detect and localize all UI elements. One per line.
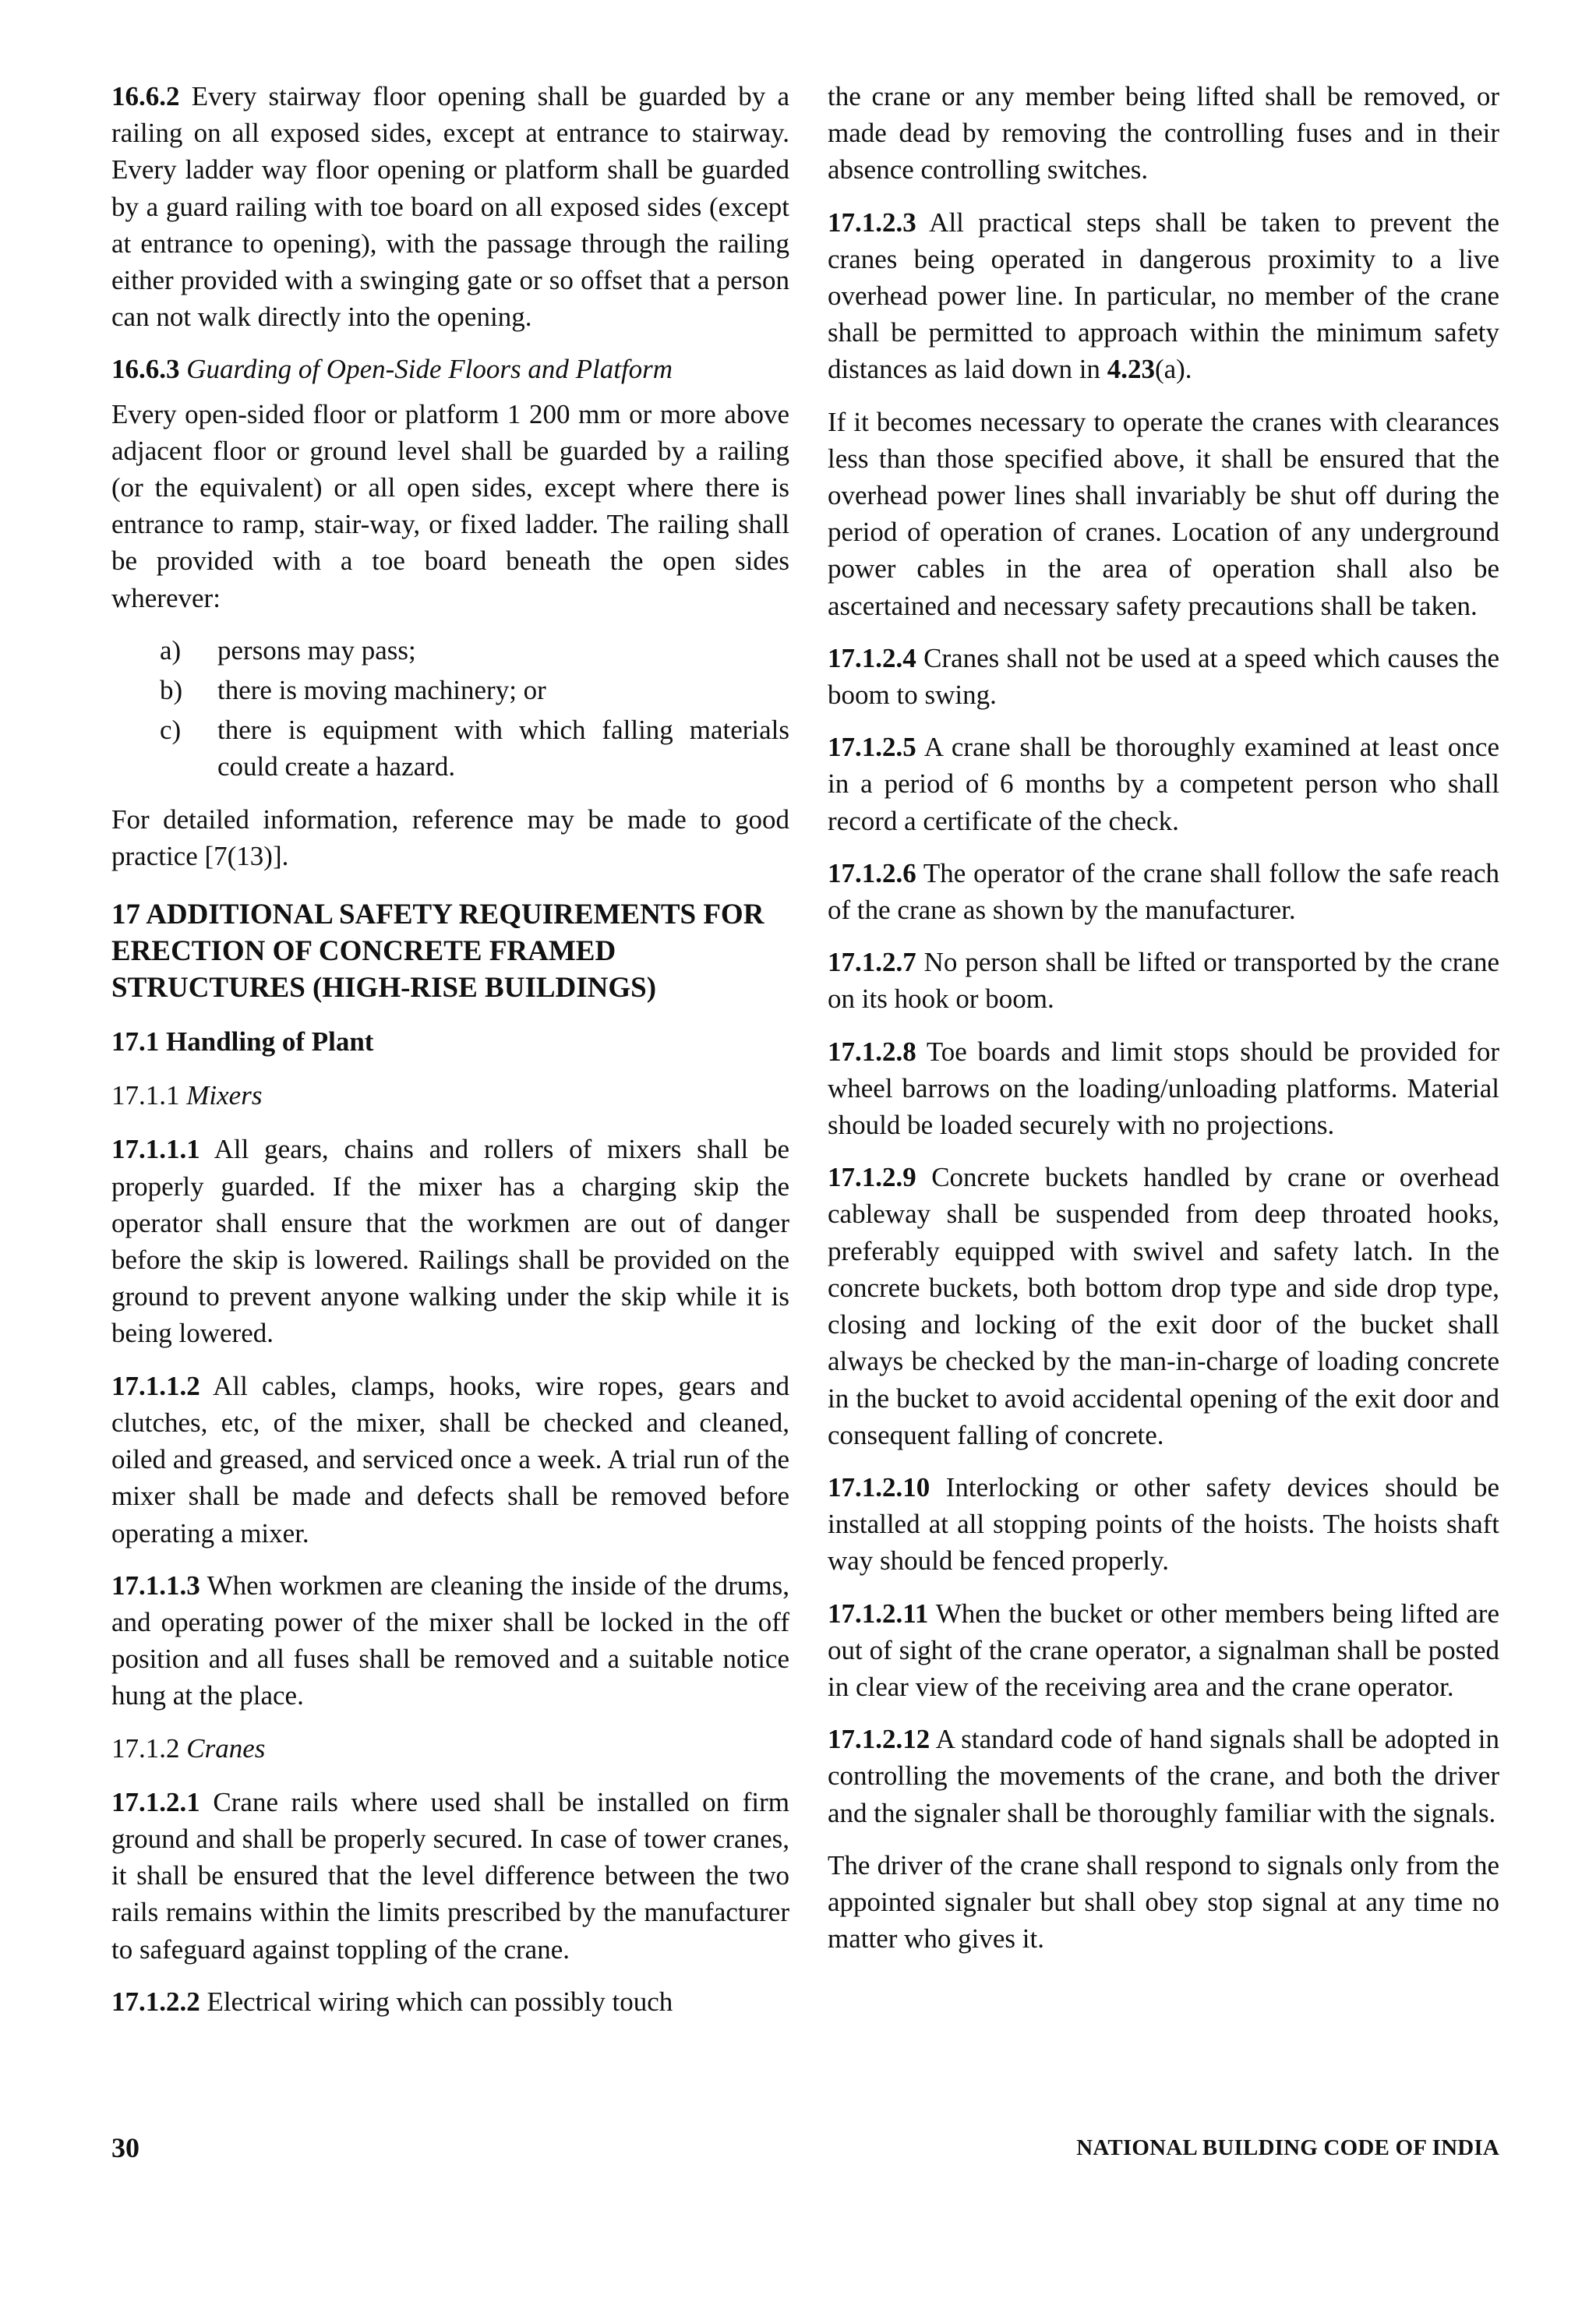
list-marker: b) xyxy=(160,675,183,706)
clause-text: Crane rails where used shall be installed on firm ground and shall be properly secured. In case of tower cranes, it shall be ensured that the level difference between the two rails remains within the limits prescribed by the manufacturer to safeguard against toppling of the crane. xyxy=(111,1786,790,1965)
clause-number: 17.1.1 xyxy=(111,1080,180,1111)
clause-text: All practical steps shall be taken to prevent the cranes being operated in dangerous proximity to a live overhead power line. In particular, no member of the crane shall be permitted to approach within the minimum safety distances as laid down in xyxy=(828,207,1499,385)
clause-17-1-2-7 xyxy=(828,944,1499,1017)
clause-17-1-2-11 xyxy=(828,1595,1499,1706)
list-marker: a) xyxy=(160,634,182,666)
driver-signal-paragraph xyxy=(828,1847,1499,1958)
clause-17-1-1-2 xyxy=(111,1368,789,1552)
clause-17-1-2-2-continued xyxy=(828,78,1499,189)
open-sided-floor-paragraph xyxy=(111,396,789,616)
clause-17-1-2-3 xyxy=(828,204,1499,388)
clause-number: 17.1.2.11 xyxy=(828,1598,929,1629)
clause-17-1-2-2 xyxy=(111,1983,789,2020)
section-title: 17.1 Handling of Plant xyxy=(111,1026,374,1058)
clause-number: 17.1.2.5 xyxy=(828,732,916,763)
list-marker: c) xyxy=(160,715,182,746)
list-item-text: persons may pass; xyxy=(217,634,416,666)
reference-paragraph xyxy=(111,801,789,874)
clause-number: 17.1.2.6 xyxy=(828,857,916,888)
clause-number: 17.1.2.2 xyxy=(111,1986,200,2017)
list-item xyxy=(111,712,789,785)
right-column xyxy=(828,78,1499,1972)
clause-number: 17.1.2 xyxy=(111,1732,180,1764)
list-item-text: there is equipment with which falling materials could create a hazard. xyxy=(217,715,789,782)
clause-text: A crane shall be thoroughly examined at least once in a period of 6 months by a competent person who shall record a certificate of the check. xyxy=(828,732,1499,836)
clause-text: All gears, chains and rollers of mixers shall be properly guarded. If the mixer has a charging skip the operator shall ensure that the workmen are out of danger before the skip is lowered. Railings shall be provided on the ground to prevent anyone walking under the skip while it is being lowered. xyxy=(111,1134,789,1349)
clause-text: Concrete buckets handled by crane or overhead cableway shall be suspended from deep throated hooks, preferably equipped with swivel and safety latch. In the concrete buckets, both bottom drop type and side drop type, closing and locking of the exit door of the bucket shall always be checked by the man-in-charge of loading concrete in the bucket to avoid accidental opening of the exit door and consequent falling of concrete. xyxy=(828,1162,1499,1450)
clause-text: Every stairway floor opening shall be guarded by a railing on all exposed sides, except at entrance to stairway. Every ladder way floor opening or platform shall be guarded by a guard railing with toe board on all exposed sides (except at entrance to opening), with the passage through the railing either provided with a swinging gate or so offset that a person can not walk directly into the opening. xyxy=(111,81,789,333)
clause-number: 17.1.1.3 xyxy=(111,1570,200,1601)
clause-number: 17.1.2.9 xyxy=(828,1162,916,1193)
clause-text: When the bucket or other members being lifted are out of sight of the crane operator, a signalman shall be posted in clear view of the receiving area and the crane operator. xyxy=(828,1598,1499,1702)
section-17-1-2-heading xyxy=(111,1730,789,1767)
page-number: 30 xyxy=(111,2132,139,2163)
clause-text: Toe boards and limit stops should be provided for wheel barrows on the loading/unloading platforms. Material should be loaded securely with no projections. xyxy=(828,1036,1499,1141)
paragraph-text: For detailed information, reference may be made to good practice [7(13)]. xyxy=(111,803,789,871)
toe-board-conditions-list xyxy=(111,632,789,786)
clause-number: 17.1.1.2 xyxy=(111,1370,200,1401)
clause-number: 17.1.2.8 xyxy=(828,1036,916,1067)
clause-number: 16.6.2 xyxy=(111,81,180,111)
clause-text: Interlocking or other safety devices should be installed at all stopping points of the hoists. The hoists shaft way should be fenced properly. xyxy=(828,1471,1499,1577)
list-item xyxy=(111,632,789,669)
left-column xyxy=(111,78,789,2036)
clause-16-6-3 xyxy=(111,351,789,387)
clause-text: Cranes shall not be used at a speed which causes the boom to swing. xyxy=(828,642,1499,711)
clause-number: 17.1.2.12 xyxy=(828,1724,930,1755)
clause-title: Mixers xyxy=(186,1080,263,1111)
clause-title: Guarding of Open-Side Floors and Platform xyxy=(186,354,673,385)
section-17-heading: 17 ADDITIONAL SAFETY REQUIREMENTS FOR ERECTION OF CONCRETE FRAMED STRUCTURES (HIGH-RISE BUILDINGS) xyxy=(111,899,764,1005)
clause-17-1-1-3 xyxy=(111,1567,789,1714)
paragraph-text: If it becomes necessary to operate the cranes with clearances less than those specified above, it shall be ensured that the overhead power lines shall invariably be shut off during the period of operation of cranes. Location of any underground power cables in the area of operation shall also be ascertained and necessary safety precautions shall be taken. xyxy=(828,406,1499,621)
section-17-1-1-heading xyxy=(111,1077,789,1114)
paragraph-text: Every open-sided floor or platform 1 200 mm or more above adjacent floor or ground level shall be guarded by a railing (or the equivalent) or all open sides, except where there is entrance to ramp, stair-way, or fixed ladder. The railing shall be provided with a toe board beneath the open sides wherever: xyxy=(111,398,789,613)
clause-number: 17.1.2.10 xyxy=(828,1471,930,1503)
clause-17-1-2-12 xyxy=(828,1721,1499,1831)
clause-17-1-2-6 xyxy=(828,855,1499,928)
list-item xyxy=(111,672,789,708)
clause-title: Cranes xyxy=(186,1732,266,1764)
clause-17-1-2-1 xyxy=(111,1784,789,1968)
paragraph-text: the crane or any member being lifted shall be removed, or made dead by removing the controlling fuses and in their absence controlling switches. xyxy=(828,81,1499,185)
clause-17-1-2-4 xyxy=(828,640,1499,713)
clause-number: 17.1.2.3 xyxy=(828,207,916,238)
clause-17-1-2-5 xyxy=(828,729,1499,839)
running-footer-title: NATIONAL BUILDING CODE OF INDIA xyxy=(1076,2135,1499,2160)
list-item-text: there is moving machinery; or xyxy=(217,675,546,706)
clause-text: All cables, clamps, hooks, wire ropes, gears and clutches, etc, of the mixer, shall be checked and cleaned, oiled and greased, and serviced once a week. A trial run of the mixer shall be made and defects shall be removed before operating a mixer. xyxy=(111,1370,790,1548)
cross-reference: 4.23 xyxy=(1107,354,1155,385)
clause-number: 17.1.2.1 xyxy=(111,1786,200,1817)
clause-17-1-2-8 xyxy=(828,1033,1499,1144)
clause-text: When workmen are cleaning the inside of the drums, and operating power of the mixer shall be locked in the off position and all fuses shall be removed and a suitable notice hung at the place. xyxy=(111,1570,790,1711)
clearance-paragraph xyxy=(828,404,1499,624)
paragraph-text: The driver of the crane shall respond to signals only from the appointed signaler but shall obey stop signal at any time no matter who gives it. xyxy=(828,1849,1499,1955)
clause-16-6-2 xyxy=(111,78,789,335)
clause-number: 17.1.1.1 xyxy=(111,1134,200,1165)
section-17-1-heading xyxy=(111,1023,789,1060)
clause-17-1-1-1 xyxy=(111,1131,789,1351)
clause-text: Electrical wiring which can possibly touch xyxy=(207,1986,673,2017)
clause-17-1-2-9 xyxy=(828,1159,1499,1453)
clause-text: A standard code of hand signals shall be adopted in controlling the movements of the crane, and both the driver and the signaler shall be thoroughly familiar with the signals. xyxy=(828,1724,1499,1828)
clause-text: No person shall be lifted or transported by the crane on its hook or boom. xyxy=(828,947,1499,1015)
clause-number: 17.1.2.7 xyxy=(828,947,916,978)
clause-number: 17.1.2.4 xyxy=(828,642,916,673)
cross-reference-tail: (a). xyxy=(1154,354,1192,385)
clause-number: 16.6.3 xyxy=(111,354,180,385)
clause-text: The operator of the crane shall follow the safe reach of the crane as shown by the manufacturer. xyxy=(828,857,1499,926)
clause-17-1-2-10 xyxy=(828,1469,1499,1580)
